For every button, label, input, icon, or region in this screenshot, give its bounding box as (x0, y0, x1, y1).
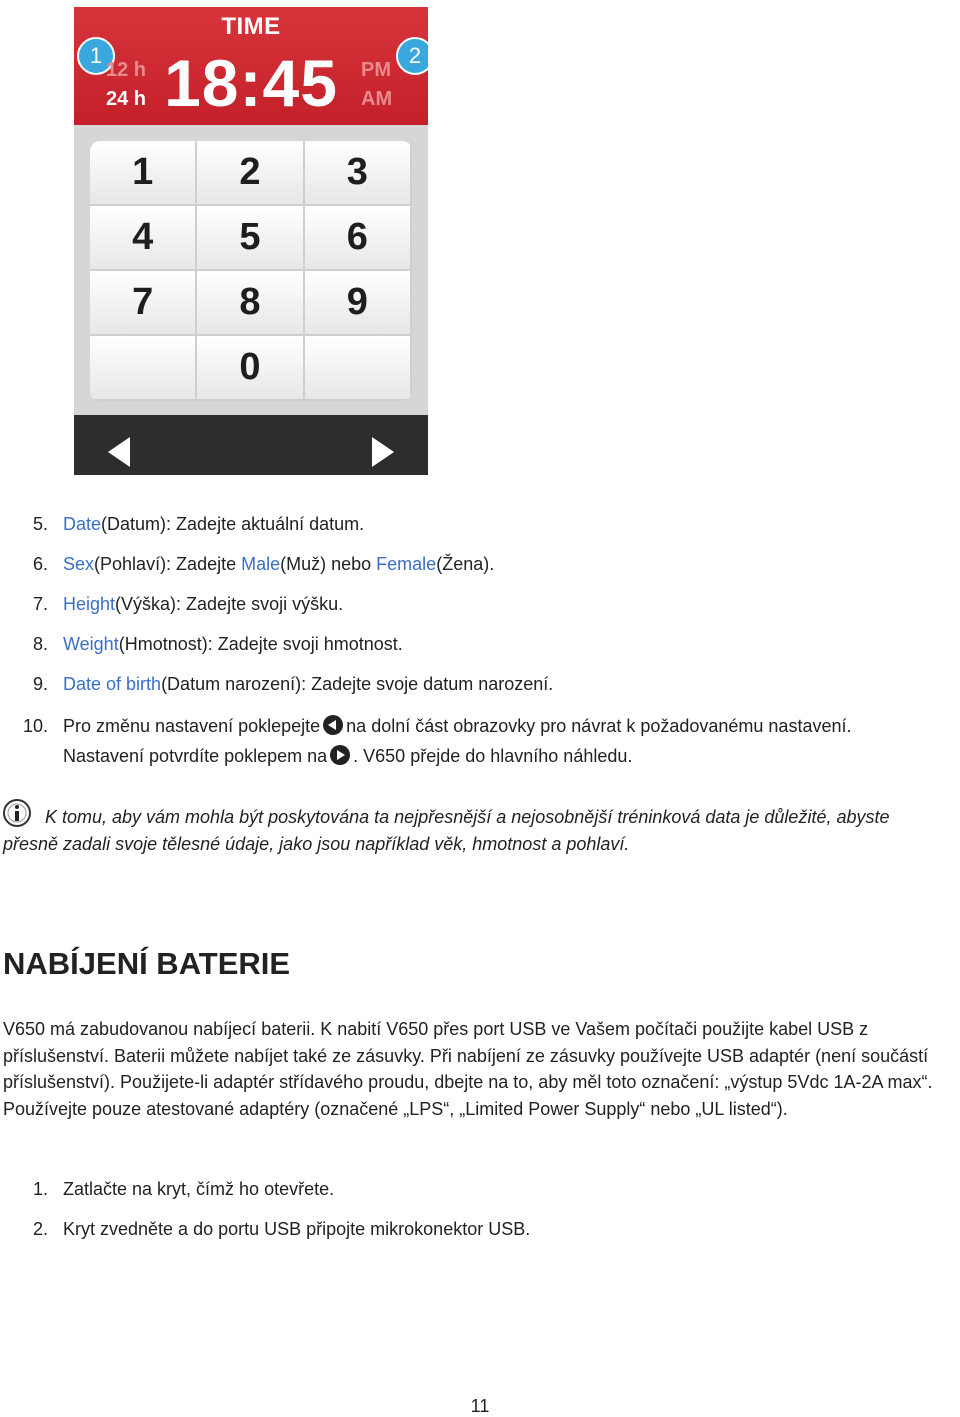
device-screen-image (74, 7, 428, 475)
step-keyword-male: Male (241, 554, 281, 574)
step-rest: (Výška): Zadejte svoji výšku. (115, 594, 344, 614)
step-keyword-female: Female (376, 554, 437, 574)
step-rest: (Datum): Zadejte aktuální datum. (101, 514, 365, 534)
step-text: Kryt zvedněte a do portu USB připojte mikrokonektor USB. (63, 1219, 531, 1239)
key-8[interactable]: 8 (197, 271, 304, 336)
step-keyword: Weight (63, 634, 119, 654)
triangle-right-icon[interactable] (372, 437, 394, 467)
step-number: 10. (22, 716, 48, 736)
key-2[interactable]: 2 (197, 141, 304, 206)
key-0[interactable]: 0 (197, 336, 304, 401)
step-number: 1. (32, 1179, 48, 1199)
key-1[interactable]: 1 (90, 141, 197, 206)
format-24h-option[interactable]: 24 h (106, 88, 147, 110)
step-text-c: Nastavení potvrdíte poklepem na (63, 746, 328, 766)
step-text-line-2 (63, 744, 632, 768)
step-rest-2: (Muž) nebo (280, 554, 377, 574)
format-12h-option[interactable]: 12 h (106, 59, 147, 81)
step-text (63, 512, 364, 536)
step-number: 5. (32, 514, 48, 534)
key-4[interactable]: 4 (90, 206, 197, 271)
callout-badge-2: 2 (396, 37, 428, 75)
step-rest: (Pohlaví): Zadejte (94, 554, 242, 574)
key-blank-right (305, 336, 412, 401)
page-number: 11 (470, 1396, 490, 1416)
note-text: K tomu, aby vám mohla být poskytována ta nejpřesnější a nejosobnější tréninková data je důležité, abyste přesně zadali svoje tělesné údaje, jako jsou například věk, hmotnost a pohlaví. (3, 807, 890, 854)
screen-title: TIME (221, 13, 281, 40)
key-blank-left (90, 336, 197, 401)
key-7[interactable]: 7 (90, 271, 197, 336)
step-text: Zatlačte na kryt, čímž ho otevřete. (63, 1179, 335, 1199)
battery-paragraph: V650 má zabudovanou nabíjecí baterii. K nabití V650 přes port USB ve Vašem počítači použijte kabel USB z příslušenství. Baterii můžete nabíjet také ze zásuvky. Při nabíjení ze zásuvky používejte USB adaptér (není součástí příslušenství). Použijete-li adaptér střídavého proudu, dbejte na to, aby měl toto označení: „výstup 5Vdc 1A-2A max“. Používejte pouze atestované adaptéry (označené „LPS“, „Limited Power Supply“ nebo „UL listed“). (3, 1019, 933, 1119)
step-rest: (Hmotnost): Zadejte svoji hmotnost. (118, 634, 403, 654)
step-number: 7. (32, 594, 48, 614)
key-9[interactable]: 9 (305, 271, 412, 336)
key-5[interactable]: 5 (197, 206, 304, 271)
step-number: 2. (32, 1219, 48, 1239)
am-option[interactable]: AM (361, 88, 393, 110)
step-number: 9. (32, 674, 48, 694)
step-rest: (Datum narození): Zadejte svoje datum narození. (161, 674, 554, 694)
step-text-line-1 (63, 714, 851, 738)
back-arrow-icon (323, 715, 343, 735)
step-number: 6. (32, 554, 48, 574)
step-rest-3: (Žena). (436, 554, 495, 574)
step-text (63, 672, 553, 696)
step-keyword: Sex (63, 554, 95, 574)
section-title: NABÍJENÍ BATERIE (3, 946, 291, 981)
triangle-left-icon[interactable] (108, 437, 130, 467)
step-text-d: . V650 přejde do hlavního náhledu. (353, 746, 633, 766)
keypad-area (74, 125, 428, 415)
step-keyword: Height (63, 594, 116, 614)
device-nav-bar (74, 415, 428, 475)
step-text (63, 592, 343, 616)
step-keyword: Date of birth (63, 674, 162, 694)
key-3[interactable]: 3 (305, 141, 412, 206)
key-6[interactable]: 6 (305, 206, 412, 271)
time-header (74, 7, 428, 125)
step-text (63, 632, 403, 656)
step-text-a: Pro změnu nastavení poklepejte (63, 716, 321, 736)
time-display: 18:45 (164, 46, 338, 120)
callout-badge-1: 1 (77, 37, 115, 75)
step-number: 8. (32, 634, 48, 654)
step-text (63, 552, 494, 576)
info-note (3, 804, 943, 858)
pm-option[interactable]: PM (361, 59, 391, 81)
forward-arrow-icon (330, 745, 350, 765)
step-keyword: Date (63, 514, 102, 534)
step-text-b: na dolní část obrazovky pro návrat k požadovanému nastavení. (346, 716, 852, 736)
numeric-keypad (90, 141, 412, 401)
